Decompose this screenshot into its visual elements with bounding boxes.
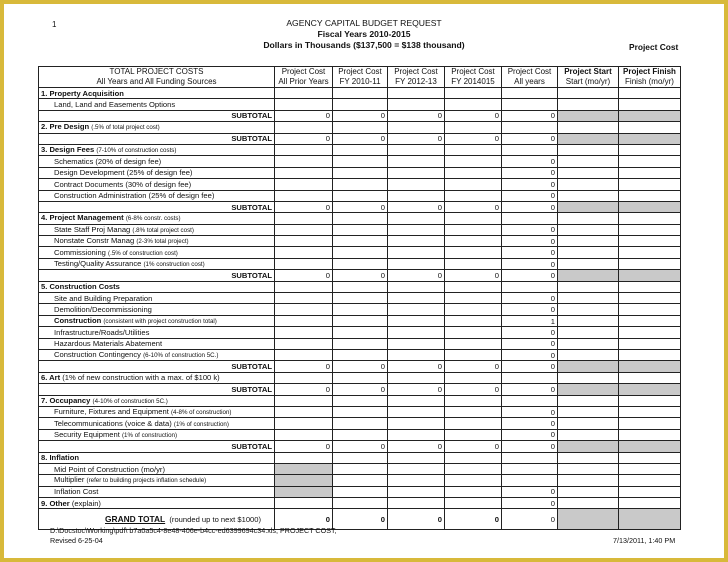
cell-value: 0 bbox=[502, 270, 558, 281]
col-subtitle: FY 2012-13 bbox=[395, 77, 437, 86]
item-note: (refer to building projects inflation schedule) bbox=[86, 477, 207, 485]
cell-value: 0 bbox=[333, 361, 388, 372]
section-note: (6-8% constr. costs) bbox=[125, 215, 181, 223]
col-subtitle: Finish (mo/yr) bbox=[625, 77, 674, 86]
cell-value: 0 bbox=[388, 201, 445, 212]
section-title: 6. Art bbox=[41, 373, 61, 383]
section-title: 2. Pre Design bbox=[41, 122, 90, 132]
grand-total-note: (rounded up to next $1000) bbox=[169, 514, 262, 524]
col-total-project-costs: TOTAL PROJECT COSTS bbox=[109, 67, 204, 76]
cell-value: 0 bbox=[502, 361, 558, 372]
cell-value: 0 bbox=[502, 110, 558, 121]
subtotal-label: SUBTOTAL bbox=[39, 361, 275, 372]
subtotal-row bbox=[39, 361, 681, 372]
line-item: Schematics (20% of design fee) bbox=[39, 156, 275, 167]
cell-value: 0 bbox=[388, 270, 445, 281]
col-fy-2014: Project Cost bbox=[451, 67, 495, 76]
item-note: (6-10% of construction 5C.) bbox=[143, 352, 219, 360]
col-subtitle: All years bbox=[514, 77, 545, 86]
item-note: (.5% of construction cost) bbox=[108, 249, 178, 257]
item-note: (4-8% of construction) bbox=[170, 409, 232, 417]
subtotal-label: SUBTOTAL bbox=[39, 110, 275, 121]
cell-value: 0 bbox=[333, 201, 388, 212]
cell-value: 0 bbox=[502, 429, 558, 440]
cell-value: 0 bbox=[275, 441, 333, 452]
col-project-start: Project Start bbox=[564, 67, 612, 76]
cell-value: 0 bbox=[388, 361, 445, 372]
item-label: Telecommunications (voice & data) bbox=[54, 418, 172, 428]
footer-file-info bbox=[50, 526, 337, 546]
item-label: Construction Contingency bbox=[54, 350, 141, 360]
col-fy-2012: Project Cost bbox=[394, 67, 438, 76]
page-number: 1 bbox=[52, 20, 57, 29]
line-item bbox=[39, 247, 275, 258]
col-subtitle: FY 2014015 bbox=[451, 77, 495, 86]
cell-value: 0 bbox=[502, 224, 558, 235]
section-row bbox=[39, 144, 275, 155]
cell-value: 0 bbox=[502, 509, 558, 530]
item-label: Nonstate Constr Manag bbox=[54, 236, 135, 246]
col-fy-2010: Project Cost bbox=[338, 67, 382, 76]
cell-value: 0 bbox=[502, 179, 558, 190]
cell-value: 0 bbox=[502, 349, 558, 360]
cell-value: 0 bbox=[445, 384, 502, 395]
item-note: (1% of construction) bbox=[173, 420, 229, 428]
section-note: (4-10% of construction 5C.) bbox=[92, 397, 168, 405]
line-item bbox=[39, 429, 275, 440]
col-project-finish: Project Finish bbox=[623, 67, 676, 76]
subtotal-row bbox=[39, 133, 681, 144]
cell-value: 0 bbox=[502, 236, 558, 247]
col-prior-years: Project Cost bbox=[281, 67, 326, 76]
section-title: 3. Design Fees bbox=[41, 145, 95, 155]
line-item bbox=[39, 406, 275, 417]
budget-table bbox=[38, 66, 681, 530]
line-item: Site and Building Preparation bbox=[39, 293, 275, 304]
cell-value: 0 bbox=[502, 133, 558, 144]
cell-value: 0 bbox=[445, 441, 502, 452]
line-item: Inflation Cost bbox=[39, 486, 275, 497]
cell-value: 0 bbox=[502, 247, 558, 258]
cell-value: 1 bbox=[502, 315, 558, 326]
section-title: 8. Inflation bbox=[39, 452, 275, 463]
cell-value: 0 bbox=[275, 110, 333, 121]
col-subtitle: All Prior Years bbox=[278, 77, 329, 86]
revised-date: Revised 6-25-04 bbox=[50, 536, 103, 545]
cell-value: 0 bbox=[502, 190, 558, 201]
cell-value: 0 bbox=[275, 384, 333, 395]
col-subtitle: FY 2010-11 bbox=[339, 77, 381, 86]
cell-value: 0 bbox=[275, 361, 333, 372]
cell-value: 0 bbox=[388, 133, 445, 144]
subtotal-row bbox=[39, 384, 681, 395]
section-title: 1. Property Acquisition bbox=[39, 88, 275, 99]
cell-value: 0 bbox=[333, 509, 388, 530]
item-label: State Staff Proj Manag bbox=[54, 224, 131, 234]
subtotal-label: SUBTOTAL bbox=[39, 441, 275, 452]
section-row bbox=[39, 395, 275, 406]
cell-value: 0 bbox=[388, 384, 445, 395]
item-label: Construction bbox=[54, 316, 102, 325]
cell-value: 0 bbox=[502, 406, 558, 417]
line-item: Infrastructure/Roads/Utilities bbox=[39, 327, 275, 338]
cell-value: 0 bbox=[445, 201, 502, 212]
item-label: Commissioning bbox=[54, 247, 106, 257]
item-label: Testing/Quality Assurance bbox=[54, 259, 142, 269]
cell-value: 0 bbox=[502, 486, 558, 497]
line-item bbox=[39, 224, 275, 235]
item-label: Security Equipment bbox=[54, 429, 120, 439]
section-note: (1% of new construction with a max. of $100 k) bbox=[62, 373, 220, 383]
cell-value: 0 bbox=[502, 258, 558, 269]
subtotal-row bbox=[39, 201, 681, 212]
cell-value: 0 bbox=[275, 509, 333, 530]
cell-value: 0 bbox=[333, 441, 388, 452]
cell-value: 0 bbox=[445, 509, 502, 530]
col-all-years: Project Cost bbox=[507, 67, 552, 76]
section-row bbox=[39, 122, 275, 133]
section-row bbox=[39, 498, 275, 509]
file-path: D:\Docstoc\Working\pdf\ b7a0a5c4-8e48-406e-b4cc-ed6399694c34.xls, PROJECT COST, bbox=[50, 526, 337, 535]
section-row bbox=[39, 213, 275, 224]
line-item: Construction Administration (25% of design fee) bbox=[39, 190, 275, 201]
section-title: 5. Construction Costs bbox=[39, 281, 275, 292]
line-item: Design Development (25% of design fee) bbox=[39, 167, 275, 178]
line-item bbox=[39, 418, 275, 429]
cell-value: 0 bbox=[445, 361, 502, 372]
cell-value: 0 bbox=[502, 418, 558, 429]
cell-value: 0 bbox=[502, 384, 558, 395]
subtotal-label: SUBTOTAL bbox=[39, 384, 275, 395]
section-note: (.5% of total project cost) bbox=[91, 124, 160, 132]
line-item bbox=[39, 236, 275, 247]
item-label: Furniture, Fixtures and Equipment bbox=[54, 407, 169, 417]
cell-value: 0 bbox=[445, 270, 502, 281]
cell-value: 0 bbox=[388, 110, 445, 121]
item-label: Multiplier bbox=[54, 475, 85, 485]
project-cost-label: Project Cost bbox=[629, 42, 679, 52]
line-item: Hazardous Materials Abatement bbox=[39, 338, 275, 349]
column-header-row bbox=[39, 67, 681, 88]
cell-value: 0 bbox=[388, 509, 445, 530]
item-note: (2-3% total project) bbox=[136, 238, 189, 246]
subtotal-row bbox=[39, 441, 681, 452]
cell-value: 0 bbox=[502, 498, 558, 509]
subtotal-row bbox=[39, 110, 681, 121]
section-title: 9. Other bbox=[41, 498, 70, 508]
col-subtitle: Start (mo/yr) bbox=[565, 77, 611, 86]
cell-value: 0 bbox=[445, 110, 502, 121]
col-subtitle: All Years and All Funding Sources bbox=[96, 77, 217, 86]
subtotal-label: SUBTOTAL bbox=[39, 270, 275, 281]
subtotal-label: SUBTOTAL bbox=[39, 133, 275, 144]
cell-value: 0 bbox=[502, 327, 558, 338]
cell-value: 0 bbox=[275, 201, 333, 212]
item-note: (1% of construction) bbox=[121, 431, 178, 439]
line-item: Contract Documents (30% of design fee) bbox=[39, 179, 275, 190]
section-title: 7. Occupancy bbox=[41, 395, 91, 405]
item-note: (1% construction cost) bbox=[143, 261, 205, 269]
print-timestamp: 7/13/2011, 1:40 PM bbox=[613, 536, 676, 545]
cell-value: 0 bbox=[502, 293, 558, 304]
section-row bbox=[39, 372, 275, 383]
subtotal-row bbox=[39, 270, 681, 281]
line-item: Mid Point of Construction (mo/yr) bbox=[39, 463, 275, 474]
section-note: (7-10% of construction costs) bbox=[96, 147, 177, 155]
cell-value: 0 bbox=[502, 338, 558, 349]
item-note: (.8% total project cost) bbox=[132, 226, 194, 234]
report-title: AGENCY CAPITAL BUDGET REQUEST bbox=[286, 18, 442, 28]
fiscal-years: Fiscal Years 2010-2015 bbox=[317, 29, 411, 39]
cell-value: 0 bbox=[502, 201, 558, 212]
cell-value: 0 bbox=[333, 110, 388, 121]
spreadsheet-page bbox=[4, 4, 724, 558]
report-header bbox=[184, 18, 544, 51]
subtotal-label: SUBTOTAL bbox=[39, 201, 275, 212]
cell-value: 0 bbox=[275, 133, 333, 144]
cell-value: 0 bbox=[502, 156, 558, 167]
section-note: (explain) bbox=[71, 498, 101, 508]
cell-value: 0 bbox=[333, 270, 388, 281]
section-title: 4. Project Management bbox=[41, 213, 124, 223]
line-item bbox=[39, 258, 275, 269]
cell-value: 0 bbox=[502, 441, 558, 452]
line-item bbox=[39, 349, 275, 360]
grand-total-label: GRAND TOTAL bbox=[105, 513, 166, 524]
units-note: Dollars in Thousands ($137,500 = $138 thousand) bbox=[263, 40, 465, 50]
cell-value: 0 bbox=[502, 304, 558, 315]
cell-value: 0 bbox=[445, 133, 502, 144]
cell-value: 0 bbox=[275, 270, 333, 281]
cell-value: 0 bbox=[333, 133, 388, 144]
line-item: Land, Land and Easements Options bbox=[39, 99, 275, 110]
cell-value: 0 bbox=[333, 384, 388, 395]
item-note: (consistent with project construction total) bbox=[103, 318, 217, 325]
line-item bbox=[39, 315, 275, 326]
line-item: Demolition/Decommissioning bbox=[39, 304, 275, 315]
cell-value: 0 bbox=[502, 167, 558, 178]
cell-value: 0 bbox=[388, 441, 445, 452]
line-item bbox=[39, 475, 275, 486]
